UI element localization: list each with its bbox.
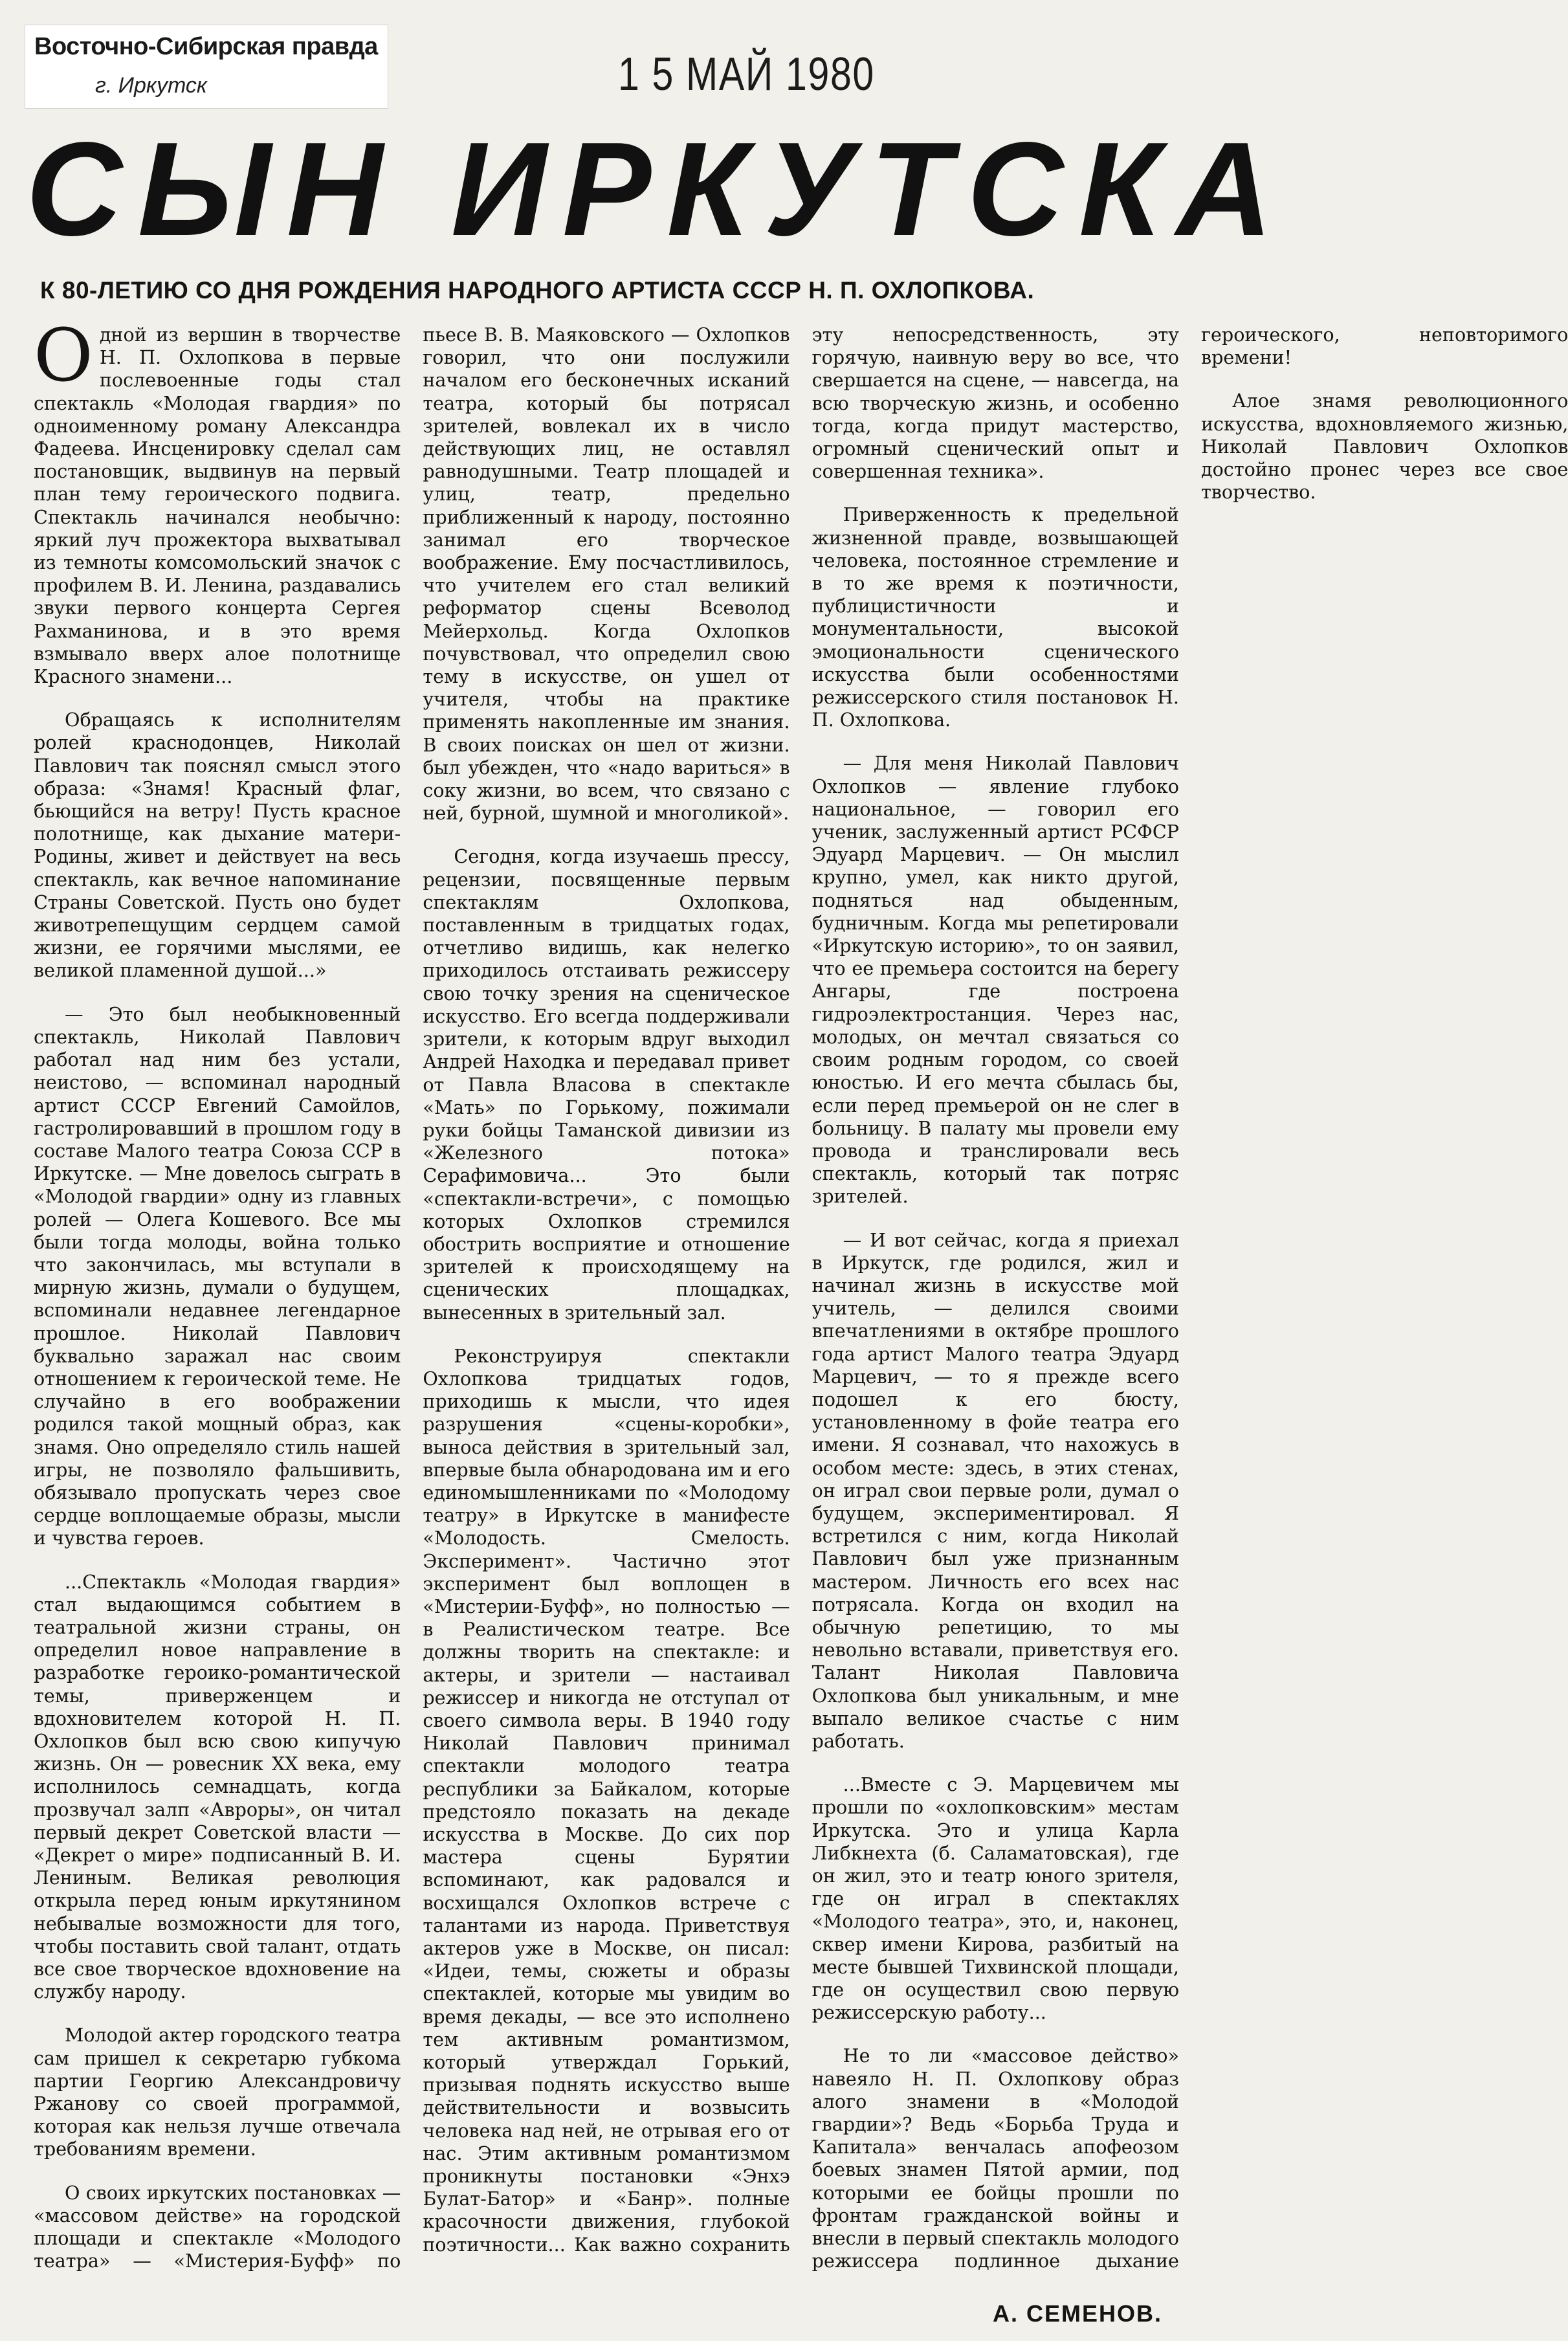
article-paragraph: — Для меня Николай Павлович Охлопков — явление глубоко национальное, — говорил его ученик, заслуженный артист РСФСР Эдуард Марцевич. — Он мыслил крупно, умел, как никто другой, подняться над обыденным, будничным. Когда мы репетировали «Иркутскую историю», то он заявил, что ее премьера состоится на берегу Ангары, где построена гидроэлектростанция. Через нас, молодых, он мечтал связаться со своим родным городом, со своей юностью. И его мечта сбылась бы, если перед премьерой он не слег в больницу. В палату мы провели ему провода и транслировали весь спектакль, который так потряс зрителей. [812,752,1179,1208]
article-paragraph: — И вот сейчас, когда я приехал в Иркутск, где родился, жил и начинал жизнь в искусстве мой учитель, — делился своими впечатлениями в октябре прошлого года артист Малого театра Эдуард Марцевич, — то я прежде всего подошел к его бюсту, установленному в фойе театра его имени. Я сознавал, что нахожусь в особом месте: здесь, в этих стенах, он играл свои первые роли, думал о будущем, экспериментировал. Я встретился с ним, когда Николай Павлович был уже признанным мастером. Личность его всех нас потрясала. Когда он входил на обычную репетицию, то мы невольно вставали, приветствуя его. Талант Николая Павловича Охлопкова был уникальным, и мне выпало великое счастье с ним работать. [812,1228,1179,1752]
article-paragraph: — Это был необыкновенный спектакль, Николай Павлович работал над ним без устали, неистово, — вспоминал народный артист СССР Евгений Самойлов, гастролировавший в прошлом году в составе Малого театра Союза ССР в Иркутске. — Мне довелось сыграть в «Молодой гвардии» одну из главных ролей — Олега Кошевого. Все мы были тогда молоды, война только что закончилась, мы вступали в мирную жизнь, думали о будущем, вспоминали недавнее легендарное прошлое. Николай Павлович буквально заражал нас своим отношением к героической теме. Не случайно в его воображении родился такой мощный образ, как знамя. Оно определяло стиль нашей игры, не позволяло фальшивить, обязывало пропускать через свое сердце воплощаемые образы, мысли и чувства героев. [34,1003,401,1549]
article-paragraph: О своих иркутских постановках — «массовом действе» на городской площади и спектакле «Молодого театра» — «Мистерия-Буфф» по пьесе В. В. Маяковского — Охлопков говорил, что они послужили началом его бесконечных исканий театра, который бы потрясал зрителей, вовлекал их в число действующих лиц, не оставлял равнодушными. Театр площадей и улиц, театр, предельно приближенный к народу, постоянно занимал его творческое воображение. Ему посчастливилось, что учителем его стал великий реформатор сцены Всеволод Мейерхольд. Когда Охлопков почувствовал, что определил свою тему в искусстве, он ушел от учителя, чтобы на практике применять накопленные им знания. В своих поисках он шел от жизни. был убежден, что «надо вариться» в соку жизни, во всем, что связано с ней, бурной, шумной и многоликой». [34,324,790,2272]
author-signature: А. СЕМЕНОВ. [993,2300,1163,2327]
article-paragraph: Не то ли «массовое действо» навеяло Н. П. Охлопкову образ алого знамени в «Молодой гвардии»? Ведь «Борьба Труда и Капитала» венчалась апофеозом боевых знамен Пятой армии, под которыми ее бойцы прошли по фронтам гражданской войны и внесли в первый спектакль молодого режиссера подлинное дыхание героического, неповторимого времени! [812,324,1568,2272]
article-paragraph: ...Вместе с Э. Марцевичем мы прошли по «охлопковским» местам Иркутска. Это и улица Карла Либкнехта (б. Саламатовская), где он жил, это и театр юного зрителя, где он играл в спектаклях «Молодого театра», это, и, наконец, сквер имени Кирова, разбитый на месте бывшей Тихвинской площади, где он осуществил свою первую режиссерскую работу... [812,1773,1179,2024]
article-paragraph: Реконструируя спектакли Охлопкова тридцатых годов, приходишь к мысли, что идея разрушения «сцены-коробки», выноса действия в зрительный зал, впервые была обнародована им и его единомышленниками по «Молодому театру» в Иркутске в манифесте «Молодость. Смелость. Эксперимент». Частично этот эксперимент был воплощен в «Мистерии-Буфф», но полностью — в Реалистическом театре. Все должны творить на спектакле: и актеры, и зрители — настаивал режиссер и никогда не отступал от своего символа веры. В 1940 году Николай Павлович принимал спектакли молодого театра республики за Байкалом, которые предстояло показать на декаде искусства в Москве. До сих пор мастера сцены Бурятии вспоминают, как радовался и восхищался Охлопков встрече с талантами из народа. Приветствуя актеров уже в Москве, он писал: «Идеи, темы, сюжеты и образы спектаклей, которые мы увидим во время декады, — все это исполнено тем активным романтизмом, который утверждал Горький, призывая поднять искусство выше действительности и возвысить человека над ней, не отрывая его от нас. Этим активным романтизмом проникнуты постановки «Энхэ Булат-Батор» и «Банр». полные красочности движения, глубокой поэтичности... Как важно сохранить эту непосредственность, эту горячую, наивную веру во все, что свершается на сцене, — навсегда, на всю творческую жизнь, и особенно тогда, когда придут мастерство, огромный сценический опыт и совершенная техника». [423,324,1179,2256]
article-paragraph: Обращаясь к исполнителям ролей краснодонцев, Николай Павлович так пояснял смысл этого образа: «Знамя! Красный флаг, бьющийся на ветру! Пусть красное полотнище, как дыхание матери-Родины, живет и действует на весь спектакль, как вечное напоминание Страны Советской. Пусть оно будет животрепещущим сердцем самой жизни, ее горячими мыслями, ее великой пламенной душой...» [34,709,401,982]
date-stamp: 1 5 МАЙ 1980 [618,49,875,100]
article-paragraph: ...Спектакль «Молодая гвардия» стал выдающимся событием в театральной жизни страны, он определил новое направление в разработке героико-романтической темы, приверженцем и вдохновителем которой Н. П. Охлопков был всю свою кипучую жизнь. Он — ровесник XX века, ему исполнилось семнадцать, когда прозвучал залп «Авроры», он читал первый декрет Советской власти — «Декрет о мире» подписанный В. И. Лениным. Великая революция открыла перед юным иркутянином небывалые возможности для того, чтобы поставить свой талант, отдать все свое творческое вдохновение на службу народу. [34,1570,401,2003]
article-body [34,314,1568,2278]
article-paragraph: Алое знамя революционного искусства, вдохновляемого жизнью, Николай Павлович Охлопков достойно пронес через все свое творчество. [1200,390,1568,504]
article-headline: СЫН ИРКУТСКА [26,115,1288,263]
article-subheadline: К 80-ЛЕТИЮ СО ДНЯ РОЖДЕНИЯ НАРОДНОГО АРТИСТА СССР Н. П. ОХЛОПКОВА. [40,277,1035,304]
article-paragraph: Молодой актер городского театра сам пришел к секретарю губкома партии Георгию Александровичу Ржанову со своей программой, которая как нельзя лучше отвечала требованиям времени. [34,2024,401,2160]
publication-city: г. Иркутск [95,73,207,98]
article-paragraph: Приверженность к предельной жизненной правде, возвышающей человека, постоянное стремление и в то же время к поэтичности, публицистичности и монументальности, высокой эмоциональности сценического искусства были особенностями режиссерского стиля постановок Н. П. Охлопкова. [812,504,1179,731]
publication-name: Восточно-Сибирская правда [34,33,378,60]
article-paragraph: Одной из вершин в творчестве Н. П. Охлопкова в первые послевоенные годы стал спектакль «Молодая гвардия» по одноименному роману Александра Фадеева. Инсценировку сделал сам постановщик, выдвинув на первый план тему героического подвига. Спектакль начинался необычно: яркий луч прожектора выхватывал из темноты комсомольский значок с профилем В. И. Ленина, раздавались звуки первого концерта Сергея Рахманинова, и в это время взмывало вверх алое полотнище Красного знамени... [34,314,401,688]
publication-label [25,25,388,109]
article-paragraph: Сегодня, когда изучаешь прессу, рецензии, посвященные первым спектаклям Охлопкова, поставленным в тридцатых годах, отчетливо видишь, как нелегко приходилось отстаивать режиссеру свою точку зрения на сценическое искусство. Его всегда поддерживали зрители, к которым вдруг выходил Андрей Находка и передавал привет от Павла Власова в спектакле «Мать» по Горькому, пожимали руки бойцы Таманской дивизии из «Железного потока» Серафимовича... Это были «спектакли-встречи», с помощью которых Охлопков стремился обострить восприятие и отношение зрителей к происходящему на сценических площадках, вынесенных в зрительный зал. [423,845,790,1324]
